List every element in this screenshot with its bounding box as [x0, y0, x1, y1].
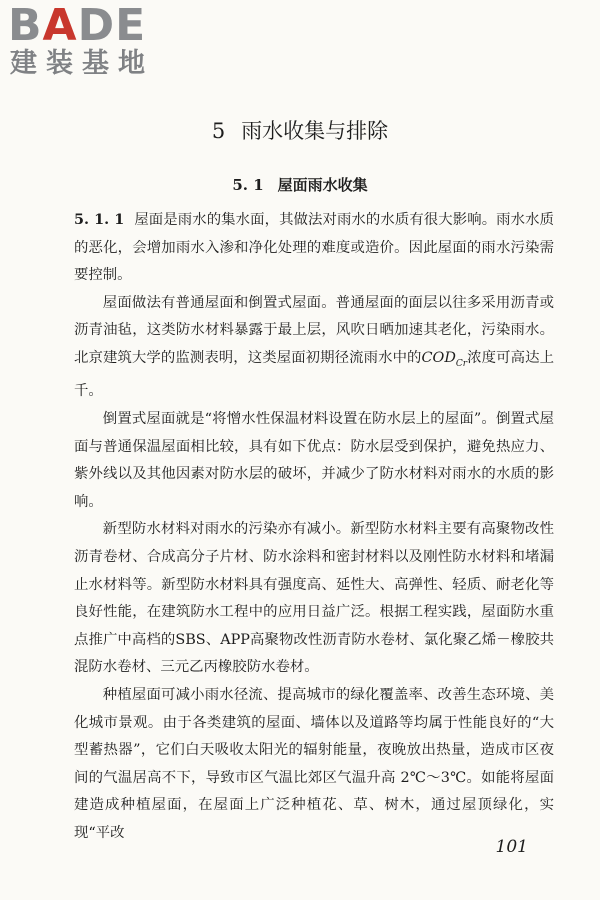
chapter-title-text: 雨水收集与排除	[241, 119, 389, 143]
logo-letters-de: DE	[77, 0, 147, 51]
paragraph-5: 种植屋面可减小雨水径流、提高城市的绿化覆盖率、改善生态环境、美化城市景观。由于各类建筑的屋面、墙体以及道路等均属于性能良好的“大型蓄热器”，它们白天吸收太阳光的辐射能量，夜晚放出热量，造成市区夜间的气温居高不下，导致市区气温比郊区气温升高 2℃～3℃。如能将屋面建造成种植屋面，在屋面上广泛种植花、草、树木，通过屋顶绿化，实现“平改	[74, 686, 554, 841]
cr-subscript: Cr	[455, 358, 468, 369]
section-number: 5. 1	[232, 176, 264, 194]
paragraph-4: 新型防水材料对雨水的污染亦有减小。新型防水材料主要有高聚物改性沥青卷材、合成高分子片材、防水涂料和密封材料以及刚性防水材料和堵漏止水材料等。新型防水材料具有强度高、延性大、高弹性、轻质、耐老化等良好性能，在建筑防水工程中的应用日益广泛。根据工程实践，屋面防水重点推广中高档的SBS、APP高聚物改性沥青防水卷材、氯化聚乙烯－橡胶共混防水卷材、三元乙丙橡胶防水卷材。	[74, 521, 554, 676]
cod-cr-term	[421, 349, 468, 369]
paragraph-2-text-before: 屋面做法有普通屋面和倒置式屋面。普通屋面的面层以往多采用沥青或沥青油毡，这类防水材料暴露于最上层，风吹日晒加速其老化，污染雨水。北京建筑大学的监测表明，这类屋面初期径流雨水中的	[74, 294, 554, 366]
paragraph-1	[74, 206, 554, 290]
body-text	[74, 206, 554, 848]
logo-letter-a: A	[42, 0, 78, 51]
clause-number: 5. 1. 1	[74, 211, 125, 228]
logo-letter-b: B	[8, 0, 43, 51]
section-title	[0, 174, 600, 196]
page-number: 101	[495, 837, 528, 857]
paragraph-1-text: 屋面是雨水的集水面，其做法对雨水的水质有很大影响。雨水水质的恶化，会增加雨水入渗和净化处理的难度或造价。因此屋面的雨水污染需要控制。	[74, 212, 554, 284]
logo-wordmark	[8, 0, 178, 51]
cod-term: COD	[421, 349, 456, 366]
chapter-title	[0, 116, 600, 146]
paragraph-2-text-after: 浓度可高达上千。	[74, 349, 554, 400]
paragraph-2	[74, 290, 554, 406]
section-title-text: 屋面雨水收集	[277, 176, 368, 194]
paragraph-3: 倒置式屋面就是“将憎水性保温材料设置在防水层上的屋面”。倒置式屋面与普通保温屋面相比较，具有如下优点：防水层受到保护，避免热应力、紫外线以及其他因素对防水层的破坏，并减少了防水材料对雨水的水质的影响。	[74, 411, 554, 510]
bade-logo	[8, 0, 178, 80]
logo-subtitle: 建装基地	[10, 48, 154, 79]
chapter-number: 5	[211, 119, 226, 143]
